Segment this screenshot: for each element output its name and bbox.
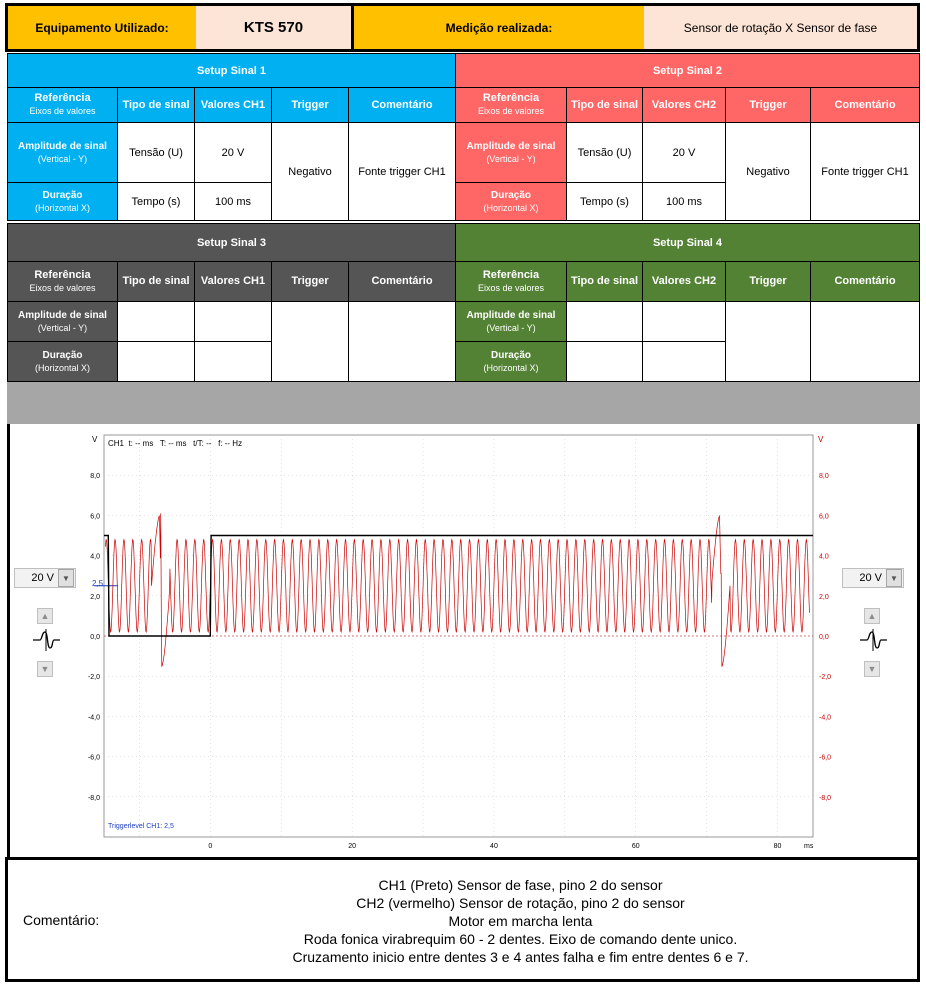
- dur-valor: 100 ms: [195, 183, 272, 221]
- gray-separator: [7, 382, 920, 424]
- setup-3-title: Setup Sinal 3: [8, 224, 456, 262]
- y-tick-label-right: 0,0: [819, 634, 829, 641]
- valores-header: Valores CH2: [643, 88, 726, 123]
- comment-value[interactable]: [349, 302, 456, 382]
- x-tick-label: 40: [490, 843, 498, 850]
- left-signal-coupling-icon[interactable]: [31, 629, 61, 651]
- dur-row-header: Duração (Horizontal X): [8, 342, 118, 382]
- setup-sinal-2-table: [455, 53, 920, 221]
- right-range-value: 20 V: [859, 572, 882, 584]
- x-unit-label: ms: [804, 843, 814, 850]
- y-tick-label-left: -4,0: [87, 714, 100, 722]
- y-tick-label-right: -6,0: [819, 754, 832, 762]
- comment-line: CH2 (vermelho) Sensor de rotação, pino 2 do sensor: [356, 895, 685, 911]
- amp-valor: 20 V: [195, 123, 272, 183]
- comment-box: [5, 857, 920, 982]
- amp-row-header: Amplitude de sinal (Vertical - Y): [456, 302, 567, 342]
- y-tick-label-right: 2,0: [819, 593, 829, 601]
- tipo-header: Tipo de sinal: [118, 262, 195, 302]
- chevron-down-icon: ▼: [886, 569, 902, 587]
- x-tick-label: 80: [773, 843, 782, 850]
- y-tick-label-left: 2,0: [90, 593, 100, 601]
- right-scale-up-button[interactable]: ▲: [864, 608, 880, 624]
- comment-value: Fonte trigger CH1: [349, 123, 456, 221]
- left-scale-up-button[interactable]: ▲: [37, 608, 53, 624]
- trigger-value[interactable]: [726, 302, 811, 382]
- y-tick-label-left: -6,0: [87, 754, 100, 762]
- tipo-header: Tipo de sinal: [567, 262, 643, 302]
- amp-row-header: Amplitude de sinal (Vertical - Y): [8, 302, 118, 342]
- dur-tipo[interactable]: [567, 342, 643, 382]
- measurement-value: Sensor de rotação X Sensor de fase: [644, 6, 917, 49]
- setup-4-title: Setup Sinal 4: [456, 224, 920, 262]
- tipo-header: Tipo de sinal: [118, 88, 195, 123]
- amp-valor[interactable]: [643, 302, 726, 342]
- status-line: CH1 t: -- ms T: -- ms t/T: -- f: -- Hz: [108, 439, 243, 448]
- header-bar: [5, 3, 920, 52]
- comentario-header: Comentário: [349, 262, 456, 302]
- valores-header: Valores CH1: [195, 262, 272, 302]
- amp-row-header: Amplitude de sinal (Vertical - Y): [456, 123, 567, 183]
- setup-sinal-1-table: [7, 53, 456, 221]
- trigger-level-marker: 2,5: [92, 579, 104, 588]
- trigger-value: Negativo: [272, 123, 349, 221]
- y-tick-label-left: 0,0: [90, 634, 100, 641]
- right-range-select[interactable]: [842, 568, 904, 588]
- dur-row-header: Duração (Horizontal X): [8, 183, 118, 221]
- ref-header: Referência Eixos de valores: [8, 262, 118, 302]
- trigger-header: Trigger: [726, 262, 811, 302]
- dur-tipo: Tempo (s): [118, 183, 195, 221]
- dur-valor[interactable]: [643, 342, 726, 382]
- x-tick-label: 60: [631, 843, 640, 850]
- dur-row-header: Duração (Horizontal X): [456, 183, 567, 221]
- amp-tipo[interactable]: [567, 302, 643, 342]
- y-tick-label-left: 6,0: [90, 513, 100, 521]
- amp-tipo[interactable]: [118, 302, 195, 342]
- equipment-value: KTS 570: [196, 6, 351, 49]
- amp-valor: 20 V: [643, 123, 726, 183]
- y-tick-label-right: -2,0: [819, 674, 832, 682]
- trigger-level-text: Triggerlevel CH1: 2,5: [108, 823, 174, 830]
- dur-valor[interactable]: [195, 342, 272, 382]
- tipo-header: Tipo de sinal: [567, 88, 643, 123]
- ref-header: Referência Eixos de valores: [456, 88, 567, 123]
- dur-row-header: Duração (Horizontal X): [456, 342, 567, 382]
- comment-line: CH1 (Preto) Sensor de fase, pino 2 do sensor: [378, 877, 663, 893]
- amp-tipo: Tensão (U): [567, 123, 643, 183]
- y-tick-label-left: 4,0: [90, 553, 100, 561]
- dur-tipo[interactable]: [118, 342, 195, 382]
- oscilloscope-chart[interactable]: [80, 428, 840, 853]
- x-tick-label: 20: [348, 843, 357, 850]
- comment-text: [188, 876, 853, 966]
- y-tick-label-right: -8,0: [819, 794, 832, 802]
- comment-line: Motor em marcha lenta: [448, 913, 593, 929]
- left-scale-down-button[interactable]: ▼: [37, 661, 53, 677]
- valores-header: Valores CH1: [195, 88, 272, 123]
- right-scale-down-button[interactable]: ▼: [864, 661, 880, 677]
- y-tick-label-right: 4,0: [819, 553, 829, 561]
- chevron-down-icon: ▼: [58, 569, 74, 587]
- setup-sinal-3-table: [7, 223, 456, 382]
- y-tick-label-right: -4,0: [819, 714, 832, 722]
- dur-tipo: Tempo (s): [567, 183, 643, 221]
- x-tick-label: 0: [208, 843, 213, 850]
- trigger-header: Trigger: [726, 88, 811, 123]
- comentario-header: Comentário: [811, 262, 920, 302]
- y-tick-label-right: 8,0: [819, 473, 829, 481]
- ref-header: Referência Eixos de valores: [8, 88, 118, 123]
- comment-line: Cruzamento inicio entre dentes 3 e 4 antes falha e fim entre dentes 6 e 7.: [292, 949, 749, 965]
- comment-value[interactable]: [811, 302, 920, 382]
- amp-tipo: Tensão (U): [118, 123, 195, 183]
- trigger-header: Trigger: [272, 88, 349, 123]
- left-unit-label: V: [92, 435, 98, 444]
- left-range-value: 20 V: [31, 572, 54, 584]
- trigger-header: Trigger: [272, 262, 349, 302]
- dur-valor: 100 ms: [643, 183, 726, 221]
- setup-sinal-4-table: [455, 223, 920, 382]
- trigger-value: Negativo: [726, 123, 811, 221]
- left-range-select[interactable]: [14, 568, 76, 588]
- amp-valor[interactable]: [195, 302, 272, 342]
- setup-2-title: Setup Sinal 2: [456, 54, 920, 88]
- amp-row-header: Amplitude de sinal (Vertical - Y): [8, 123, 118, 183]
- comentario-header: Comentário: [349, 88, 456, 123]
- comment-line: Roda fonica virabrequim 60 - 2 dentes. Eixo de comando dente unico.: [303, 931, 738, 947]
- y-tick-label-left: -8,0: [87, 794, 100, 802]
- y-tick-label-right: 6,0: [819, 513, 829, 521]
- valores-header: Valores CH2: [643, 262, 726, 302]
- measurement-label: Medição realizada:: [354, 6, 644, 49]
- setup-1-title: Setup Sinal 1: [8, 54, 456, 88]
- right-unit-label: V: [818, 435, 824, 444]
- ref-header: Referência Eixos de valores: [456, 262, 567, 302]
- trigger-value[interactable]: [272, 302, 349, 382]
- comentario-header: Comentário: [811, 88, 920, 123]
- comment-label: Comentário:: [23, 912, 100, 928]
- y-tick-label-left: 8,0: [90, 473, 100, 481]
- comment-value: Fonte trigger CH1: [811, 123, 920, 221]
- equipment-label: Equipamento Utilizado:: [8, 6, 196, 49]
- y-tick-label-left: -2,0: [87, 674, 100, 682]
- right-signal-coupling-icon[interactable]: [858, 629, 888, 651]
